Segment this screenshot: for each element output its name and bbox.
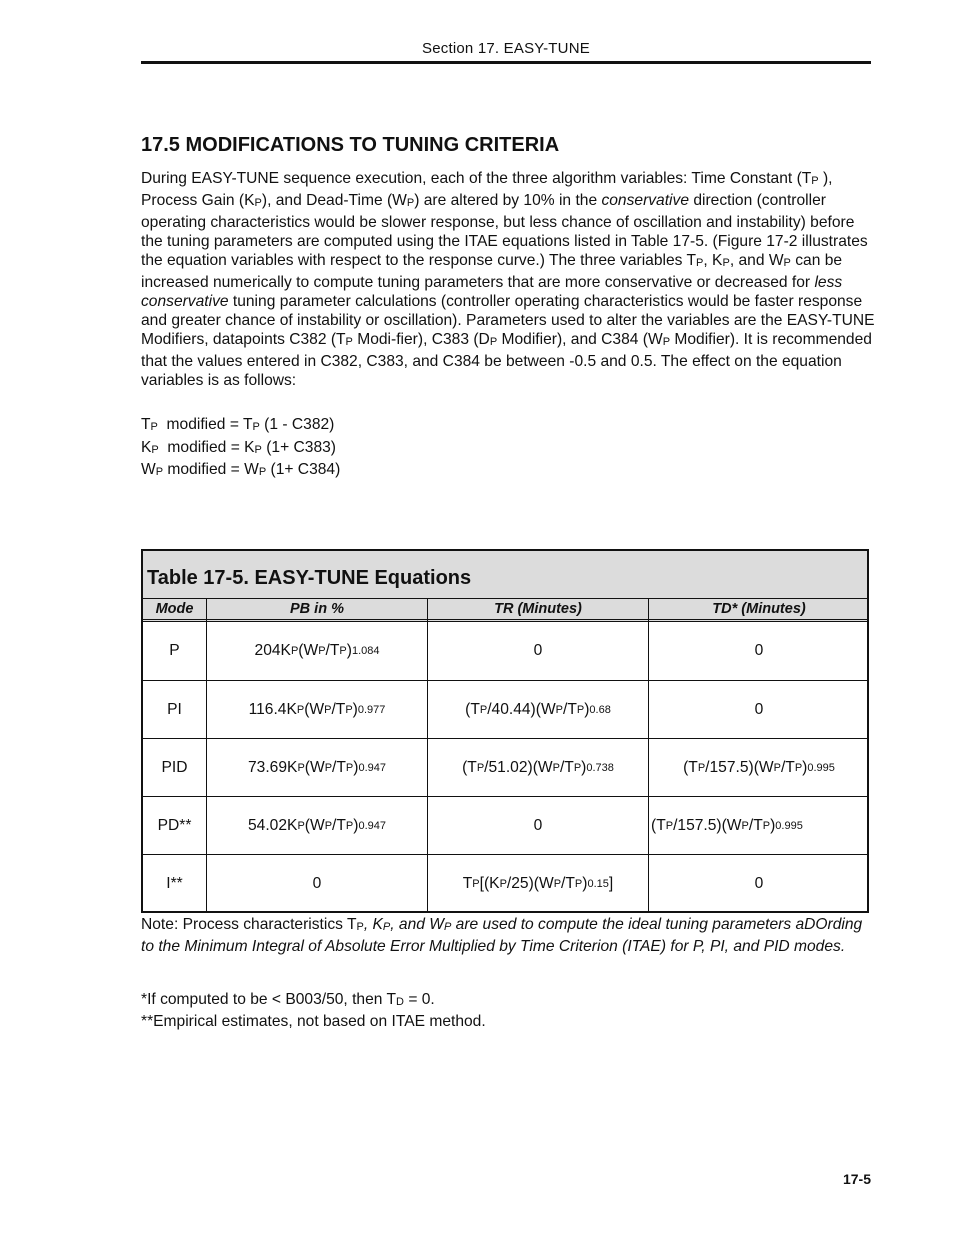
table-row [143,854,867,912]
formula-kp: KP modified = KP (1+ C383) [141,438,336,456]
table-row [143,738,867,796]
equations-table [141,549,869,913]
cell-mode: PI [167,701,182,718]
cell-td: (T P /157.5)(W P /T P ) 0.995 [651,817,803,834]
footnote-td: *If computed to be < B003/50, then TD = 0. [141,991,435,1008]
cell-tr: 0 [533,642,543,659]
cell-pb: 73.69K P (W P /T P ) 0.947 [248,759,386,776]
table-body [143,622,867,913]
table-header-row [143,599,867,622]
cell-pb: 0 [312,875,322,892]
cell-td: 0 [754,875,764,892]
table-row [143,680,867,738]
col-head-pb: PB in % [290,601,344,617]
cell-mode: PID [161,759,188,776]
col-head-mode: Mode [155,601,194,617]
cell-mode: I** [166,875,183,892]
footnotes [141,990,486,1031]
cell-pb: 204K P (W P /T P ) 1.084 [254,642,380,659]
running-header: Section 17. EASY-TUNE [422,40,590,57]
cell-tr: (T P /40.44)(W P /T P ) 0.68 [465,701,611,718]
footnote-empirical: **Empirical estimates, not based on ITAE method. [141,1013,486,1030]
modifier-formulas [141,415,340,483]
formula-tp: TP modified = TP (1 - C382) [141,416,335,433]
cell-tr: (T P /51.02)(W P /T P ) 0.738 [462,759,614,776]
table-note: Note: Process characteristics TP, KP, and WP are used to compute the ideal tuning parameters aDOrding to the Minimum Integral of Absolute Error Multiplied by Time Criterion (ITAE) for P, PI, and PID modes. [141,916,863,955]
cell-tr: T P [(K P /25)(W P /T P ) 0.15 ] [462,875,614,892]
cell-mode: P [169,642,180,659]
cell-td: (T P /157.5)(W P /T P ) 0.995 [683,759,835,776]
table-title: Table 17-5. EASY-TUNE Equations [147,567,472,589]
page-number: 17-5 [842,1171,871,1187]
col-head-tr: TR (Minutes) [494,601,582,617]
cell-pb: 54.02K P (W P /T P ) 0.947 [248,817,386,834]
table-title-bar [143,551,867,599]
header-rule [141,61,871,64]
cell-pb: 116.4K P (W P /T P ) 0.977 [248,701,386,718]
cell-tr: 0 [533,817,543,834]
col-head-td: TD* (Minutes) [712,601,806,617]
cell-mode: PD** [157,817,192,834]
table-row [143,796,867,854]
section-title: 17.5 MODIFICATIONS TO TUNING CRITERIA [141,134,560,156]
cell-td: 0 [754,701,764,718]
cell-td: 0 [754,642,764,659]
table-row [143,622,867,680]
body-paragraph: During EASY-TUNE sequence execution, each of the three algorithm variables: Time Constant (TP ), Process Gain (KP), and Dead-Time (WP) are altered by 10% in the conservative direction (controller operating characteristics would be slower response, but less chance of oscillation and instability) before the tuning parameters are computed using the ITAE equations listed in Table 17-5. (Figure 17-2 illustrates the equation variables with respect to the response curve.) The three variables TP, KP, and WP can be increased numerically to compute tuning parameters that are more conservative or decreased for less conservative tuning parameter calculations (controller operating characteristics would be faster response and greater chance of instability or oscillation). Parameters used to alter the variables are the EASY-TUNE Modifiers, datapoints C382 (TP Modi-fier), C383 (DP Modifier), and C384 (WP Modifier). It is recommended that the values entered in C382, C383, and C384 be between -0.5 and 0.5. The effect on the equation variables is as follows: [141,170,875,389]
formula-wp: WP modified = WP (1+ C384) [141,461,341,478]
